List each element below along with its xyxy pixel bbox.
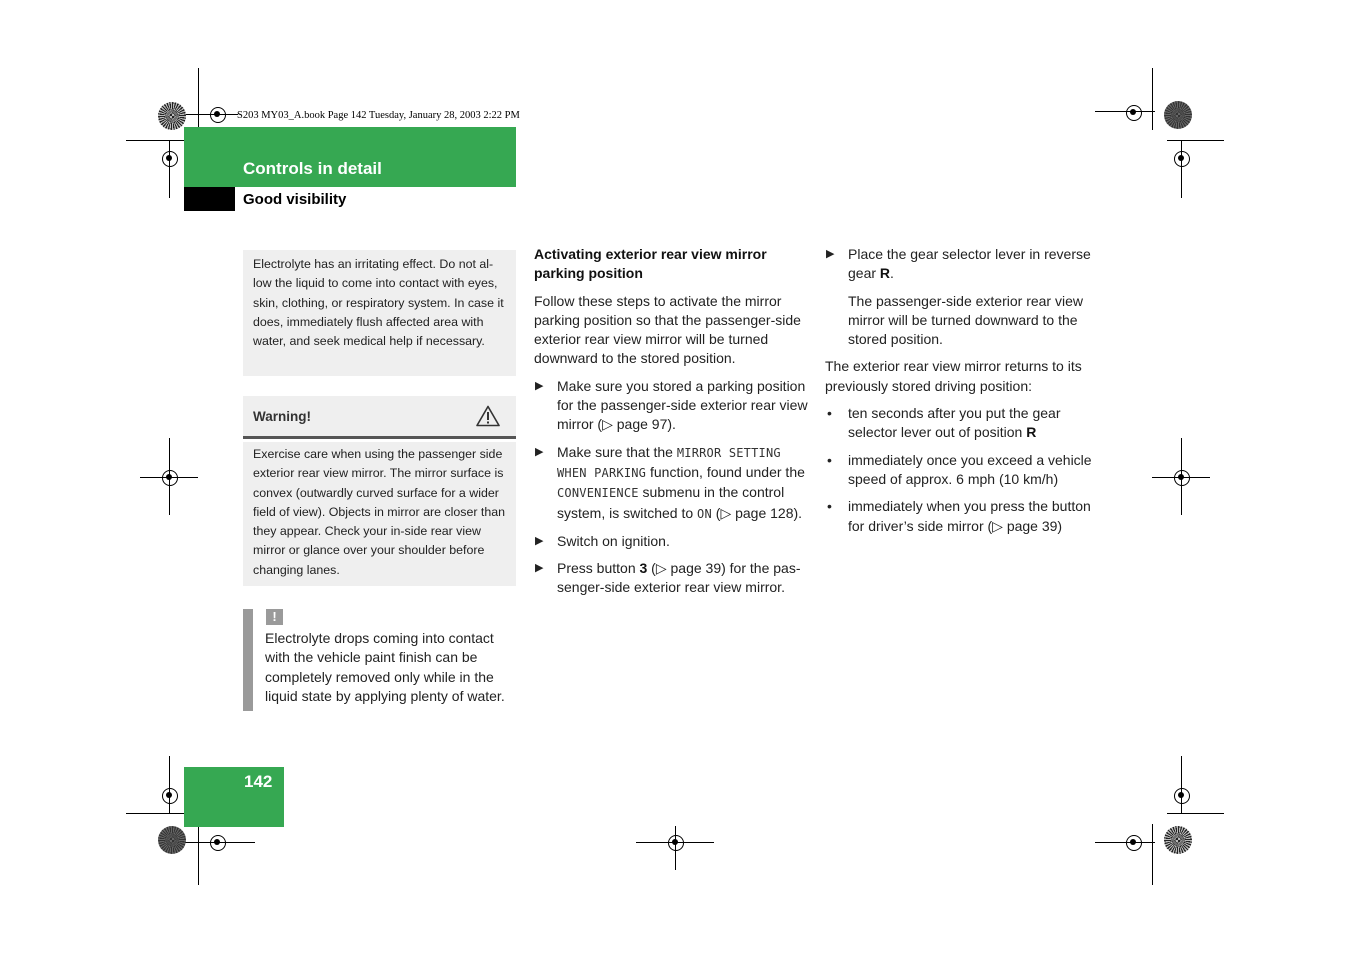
list-item bbox=[825, 497, 1105, 536]
right-column bbox=[825, 245, 1105, 544]
arrow-bullet-icon: ▶ bbox=[826, 248, 835, 260]
color-target-icon bbox=[1164, 101, 1192, 129]
step-item bbox=[825, 245, 1105, 284]
list-item-text: ten seconds after you put the gear selector lever out of position bbox=[848, 405, 1061, 441]
registration-mark-icon bbox=[1123, 832, 1143, 852]
step-text: (▷ page 39) for the pas-senger-side exterior rear view mirror. bbox=[557, 560, 801, 596]
gear-letter: R bbox=[879, 265, 891, 282]
bullet-icon: • bbox=[827, 405, 832, 422]
registration-mark-icon bbox=[207, 104, 227, 124]
registration-mark-icon bbox=[665, 832, 685, 852]
electrolyte-info-box bbox=[243, 250, 516, 376]
step-text: Switch on ignition. bbox=[557, 532, 670, 549]
subsection-title: Good visibility bbox=[243, 191, 347, 208]
arrow-bullet-icon: ▶ bbox=[535, 562, 544, 575]
color-target-icon bbox=[158, 102, 186, 130]
warning-text: Exercise care when using the passenger side exterior rear view mirror. The mirror surface is convex (outwardly curved surface for a wider field of view). Objects in mirror are closer than they appear. Check your in-side rear view mirror or glance over your shoulder before changing lanes. bbox=[253, 447, 506, 577]
registration-mark-icon bbox=[159, 467, 179, 487]
menu-item-text: MIRROR SETTING WHEN PARKING bbox=[557, 445, 781, 480]
subsection-marker bbox=[184, 187, 235, 211]
arrow-bullet-icon: ▶ bbox=[535, 379, 544, 392]
step-text: Place the gear selector lever in reverse gear bbox=[848, 246, 1091, 282]
list-item-text: immediately when you press the button for driver’s side mirror (▷ page 39) bbox=[848, 498, 1091, 534]
step-item bbox=[534, 443, 814, 524]
middle-column bbox=[534, 245, 814, 606]
gear-letter: R bbox=[1026, 424, 1037, 441]
warning-header bbox=[243, 396, 516, 439]
registration-mark-icon bbox=[159, 785, 179, 805]
notice-text: Electrolyte drops coming into contact with the vehicle paint finish can be completely removed only while in the liquid state by applying plenty of water. bbox=[265, 630, 505, 705]
list-item-text: immediately once you exceed a vehicle speed of approx. 6 mph (10 km/h) bbox=[848, 451, 1092, 487]
menu-item-text: ON bbox=[697, 506, 712, 521]
section-title: Controls in detail bbox=[243, 159, 382, 178]
button-number: 3 bbox=[639, 560, 648, 577]
step-text: Press button bbox=[557, 560, 640, 577]
list-item bbox=[825, 404, 1105, 443]
step-item bbox=[534, 559, 814, 598]
step-text: submenu in the control system, is switched to bbox=[557, 484, 785, 521]
page-number: 142 bbox=[244, 772, 273, 791]
registration-mark-icon bbox=[207, 832, 227, 852]
step-item bbox=[534, 377, 814, 435]
arrow-bullet-icon: ▶ bbox=[535, 445, 544, 458]
step-text: Make sure that the bbox=[557, 443, 677, 460]
step-text: Make sure you stored a parking position for the passenger-side exterior rear view mirror (▷ page 97). bbox=[557, 377, 808, 433]
return-intro: The exterior rear view mirror returns to its previously stored driving position: bbox=[825, 358, 1082, 394]
step-text: function, found under the bbox=[646, 463, 805, 480]
color-target-icon bbox=[158, 826, 186, 854]
step-text: (▷ page 128). bbox=[711, 504, 803, 521]
step-text: . bbox=[890, 265, 894, 282]
file-header: S203 MY03_A.book Page 142 Tuesday, January 28, 2003 2:22 PM bbox=[237, 110, 520, 121]
registration-mark-icon bbox=[1171, 785, 1191, 805]
bullet-icon: • bbox=[827, 451, 832, 468]
step-item bbox=[534, 532, 814, 551]
warning-label: Warning! bbox=[253, 409, 311, 424]
registration-mark-icon bbox=[159, 148, 179, 168]
procedure-heading: Activating exterior rear view mirror parking position bbox=[534, 246, 767, 282]
arrow-bullet-icon: ▶ bbox=[535, 534, 544, 547]
exclamation-icon: ! bbox=[266, 609, 283, 625]
registration-mark-icon bbox=[1171, 148, 1191, 168]
registration-mark-icon bbox=[1171, 467, 1191, 487]
step-result: The passenger-side exterior rear view mirror will be turned downward to the stored position. bbox=[848, 292, 1083, 348]
warning-body bbox=[243, 442, 516, 586]
bullet-icon: • bbox=[827, 498, 832, 515]
registration-mark-icon bbox=[1123, 102, 1143, 122]
warning-triangle-icon bbox=[476, 405, 500, 427]
list-item bbox=[825, 451, 1105, 490]
notice-bar bbox=[243, 609, 253, 711]
electrolyte-info-text: Electrolyte has an irritating effect. Do not al-low the liquid to come into contact with eyes, skin, clothing, or respiratory system. In case it does, immediately flush affected area with water, and seek medical help if necessary. bbox=[253, 257, 504, 349]
color-target-icon bbox=[1164, 826, 1192, 854]
procedure-intro: Follow these steps to activate the mirror parking position so that the passenger-side exterior rear view mirror will be turned downward to the stored position. bbox=[534, 292, 801, 367]
menu-item-text: CONVENIENCE bbox=[557, 486, 639, 501]
